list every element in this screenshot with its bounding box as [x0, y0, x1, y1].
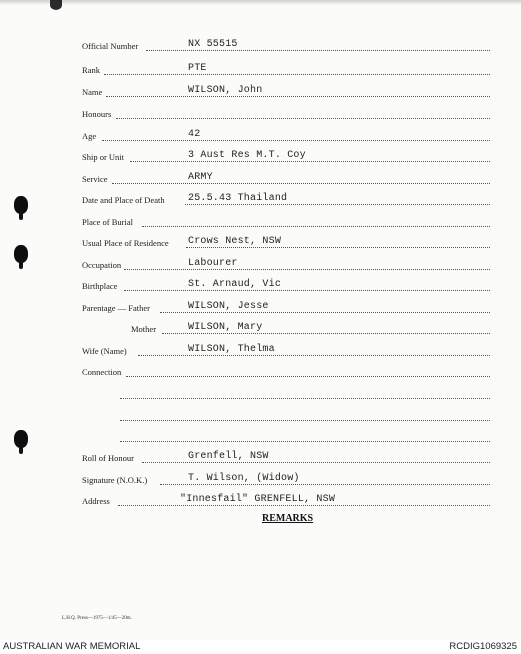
archive-name: AUSTRALIAN WAR MEMORIAL — [3, 641, 141, 652]
connection-line — [0, 431, 521, 445]
field-value: WILSON, Jesse — [188, 301, 269, 312]
field-value: PTE — [188, 63, 207, 74]
field-wife — [0, 345, 521, 359]
field-official-number — [0, 40, 521, 54]
field-connection — [0, 366, 521, 380]
scan-shadow — [0, 0, 521, 5]
field-label: Usual Place of Residence — [82, 238, 169, 248]
field-label: Mother — [131, 324, 157, 334]
field-value: NX 55515 — [188, 39, 238, 50]
field-value: Crows Nest, NSW — [188, 236, 282, 247]
field-signature — [0, 474, 521, 488]
field-value: WILSON, Thelma — [188, 344, 275, 355]
field-label: Ship or Unit — [82, 152, 125, 162]
field-usual-residence — [0, 237, 521, 251]
field-label: Address — [82, 496, 110, 506]
field-service — [0, 173, 521, 187]
field-value: St. Arnaud, Vic — [188, 279, 282, 290]
field-occupation — [0, 259, 521, 273]
field-label: Date and Place of Death — [82, 195, 165, 205]
field-value: 42 — [188, 129, 201, 140]
field-value: "Innesfail" GRENFELL, NSW — [180, 494, 336, 505]
field-label: Rank — [82, 65, 100, 75]
field-ship-or-unit — [0, 151, 521, 165]
field-value: 25.5.43 Thailand — [188, 193, 288, 204]
field-value: ARMY — [188, 172, 213, 183]
connection-line — [0, 410, 521, 424]
field-label: Parentage — Father — [82, 303, 150, 313]
print-info: L.H.Q. Press—1975—1/45—20m. — [62, 616, 132, 621]
field-value: WILSON, Mary — [188, 322, 263, 333]
field-label: Place of Burial — [82, 217, 133, 227]
remarks-heading: REMARKS — [262, 513, 314, 524]
field-label: Wife (Name) — [82, 346, 127, 356]
field-label: Service — [82, 174, 108, 184]
field-roll-of-honour — [0, 452, 521, 466]
field-value: Labourer — [188, 258, 238, 269]
field-birthplace — [0, 280, 521, 294]
field-label: Honours — [82, 109, 112, 119]
field-mother — [0, 323, 521, 337]
field-label: Occupation — [82, 260, 122, 270]
field-father — [0, 302, 521, 316]
field-label: Name — [82, 87, 103, 97]
archive-footer — [0, 640, 521, 654]
field-name — [0, 86, 521, 100]
field-date-place-death — [0, 194, 521, 208]
punch-mark — [50, 0, 62, 10]
field-label: Official Number — [82, 41, 139, 51]
field-rank — [0, 64, 521, 78]
field-age — [0, 130, 521, 144]
field-label: Roll of Honour — [82, 453, 134, 463]
connection-line — [0, 388, 521, 402]
field-value: T. Wilson, (Widow) — [188, 473, 300, 484]
field-value: WILSON, John — [188, 85, 263, 96]
field-value: Grenfell, NSW — [188, 451, 269, 462]
field-place-of-burial — [0, 216, 521, 230]
field-label: Birthplace — [82, 281, 118, 291]
field-address — [0, 495, 521, 509]
field-value: 3 Aust Res M.T. Coy — [188, 150, 306, 161]
field-label: Connection — [82, 367, 122, 377]
field-honours — [0, 108, 521, 122]
field-label: Signature (N.O.K.) — [82, 475, 148, 485]
archive-id: RCDIG1069325 — [449, 641, 517, 652]
field-label: Age — [82, 131, 97, 141]
